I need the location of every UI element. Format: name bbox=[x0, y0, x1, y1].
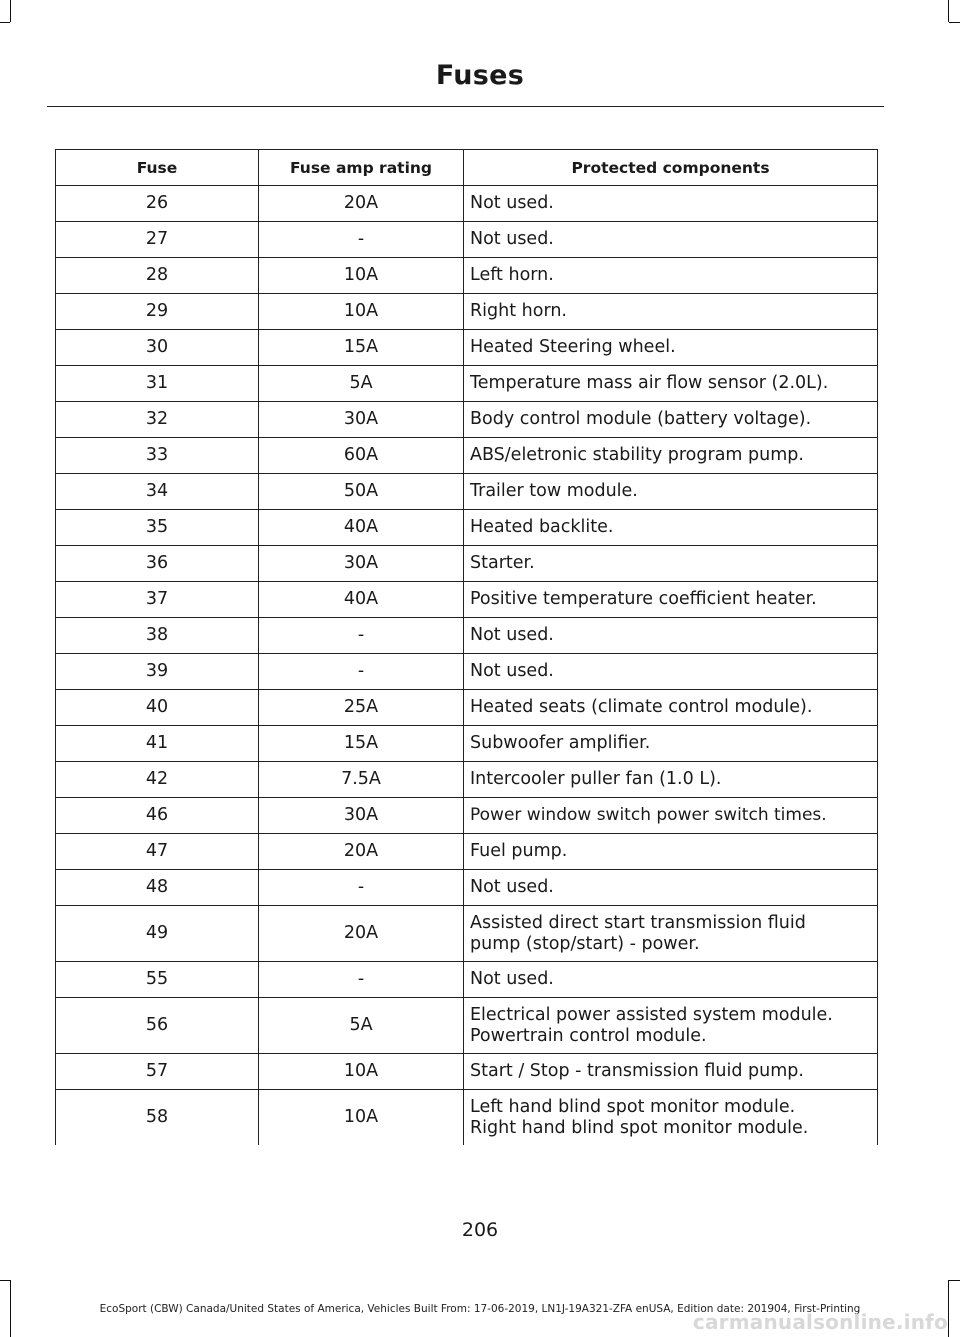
fuse-table bbox=[55, 149, 878, 1145]
header-protected-components: Protected components bbox=[464, 150, 878, 186]
table-row bbox=[56, 834, 878, 870]
component-line: Body control module (battery voltage). bbox=[470, 409, 812, 429]
fuse-number: 56 bbox=[56, 998, 259, 1054]
component-line: Not used. bbox=[470, 969, 554, 989]
table-row bbox=[56, 186, 878, 222]
fuse-number: 57 bbox=[56, 1054, 259, 1090]
crop-mark-top-left-h bbox=[0, 22, 10, 23]
protected-component bbox=[464, 258, 878, 294]
component-line: Right horn. bbox=[470, 301, 567, 321]
watermark: carmanualsonline.info bbox=[692, 1310, 948, 1334]
protected-component bbox=[464, 1054, 878, 1090]
fuse-number: 33 bbox=[56, 438, 259, 474]
amp-rating: 10A bbox=[259, 1090, 464, 1146]
table-row bbox=[56, 546, 878, 582]
component-line: Not used. bbox=[470, 193, 554, 213]
component-line: Temperature mass air flow sensor (2.0L). bbox=[470, 373, 829, 393]
component-line: Not used. bbox=[470, 229, 554, 249]
amp-rating: - bbox=[259, 962, 464, 998]
component-line: Heated Steering wheel. bbox=[470, 337, 676, 357]
table-row bbox=[56, 906, 878, 962]
table-row bbox=[56, 1090, 878, 1146]
table-row bbox=[56, 330, 878, 366]
protected-component bbox=[464, 402, 878, 438]
fuse-number: 55 bbox=[56, 962, 259, 998]
protected-component bbox=[464, 834, 878, 870]
fuse-number: 37 bbox=[56, 582, 259, 618]
component-line: Trailer tow module. bbox=[470, 481, 638, 501]
amp-rating: - bbox=[259, 870, 464, 906]
protected-component bbox=[464, 798, 878, 834]
protected-component bbox=[464, 474, 878, 510]
component-line: Start / Stop - transmission fluid pump. bbox=[470, 1061, 804, 1081]
amp-rating: 10A bbox=[259, 258, 464, 294]
protected-component bbox=[464, 438, 878, 474]
component-line: ABS/eletronic stability program pump. bbox=[470, 445, 804, 465]
table-row bbox=[56, 474, 878, 510]
amp-rating: 10A bbox=[259, 1054, 464, 1090]
crop-mark-top-right-h bbox=[949, 22, 960, 23]
protected-component bbox=[464, 762, 878, 798]
component-line: Fuel pump. bbox=[470, 841, 568, 861]
amp-rating: 20A bbox=[259, 834, 464, 870]
component-line: Not used. bbox=[470, 661, 554, 681]
protected-component bbox=[464, 222, 878, 258]
component-line: Subwoofer amplifier. bbox=[470, 733, 651, 753]
amp-rating: 15A bbox=[259, 330, 464, 366]
page-title: Fuses bbox=[435, 60, 525, 91]
protected-component bbox=[464, 962, 878, 998]
table-row bbox=[56, 690, 878, 726]
amp-rating: 30A bbox=[259, 798, 464, 834]
component-line: Left hand blind spot monitor module. bbox=[470, 1096, 796, 1117]
table-row bbox=[56, 510, 878, 546]
protected-component bbox=[464, 870, 878, 906]
component-line: Assisted direct start transmission fluid bbox=[470, 912, 806, 933]
amp-rating: 50A bbox=[259, 474, 464, 510]
protected-component bbox=[464, 294, 878, 330]
protected-component bbox=[464, 546, 878, 582]
fuse-number: 47 bbox=[56, 834, 259, 870]
header-fuse-amp-rating: Fuse amp rating bbox=[259, 150, 464, 186]
component-line: Heated backlite. bbox=[470, 517, 614, 537]
component-line: Not used. bbox=[470, 877, 554, 897]
amp-rating: - bbox=[259, 618, 464, 654]
amp-rating: - bbox=[259, 222, 464, 258]
protected-component bbox=[464, 510, 878, 546]
protected-component bbox=[464, 618, 878, 654]
component-line: Left horn. bbox=[470, 265, 554, 285]
protected-component bbox=[464, 366, 878, 402]
protected-component bbox=[464, 690, 878, 726]
amp-rating: 10A bbox=[259, 294, 464, 330]
fuse-number: 34 bbox=[56, 474, 259, 510]
table-row bbox=[56, 870, 878, 906]
table-row bbox=[56, 618, 878, 654]
table-row bbox=[56, 726, 878, 762]
fuse-number: 39 bbox=[56, 654, 259, 690]
crop-mark-bottom-right-h bbox=[949, 1280, 960, 1281]
amp-rating: 40A bbox=[259, 582, 464, 618]
table-row bbox=[56, 294, 878, 330]
table-row bbox=[56, 222, 878, 258]
protected-component bbox=[464, 186, 878, 222]
protected-component bbox=[464, 998, 878, 1054]
component-line: Powertrain control module. bbox=[470, 1025, 707, 1046]
table-row bbox=[56, 582, 878, 618]
amp-rating: - bbox=[259, 654, 464, 690]
fuse-number: 46 bbox=[56, 798, 259, 834]
protected-component bbox=[464, 726, 878, 762]
table-row bbox=[56, 438, 878, 474]
amp-rating: 7.5A bbox=[259, 762, 464, 798]
fuse-number: 41 bbox=[56, 726, 259, 762]
component-line: Positive temperature coefficient heater. bbox=[470, 589, 817, 609]
table-row bbox=[56, 998, 878, 1054]
fuse-number: 36 bbox=[56, 546, 259, 582]
fuse-number: 40 bbox=[56, 690, 259, 726]
crop-mark-top-right-v bbox=[948, 0, 949, 22]
footer-edition-info: EcoSport (CBW) Canada/United States of America, Vehicles Built From: 17-06-2019, LN1J-19A321-ZFA enUSA, Edition date: 201904, First-Printing bbox=[99, 1303, 861, 1315]
protected-component bbox=[464, 582, 878, 618]
amp-rating: 25A bbox=[259, 690, 464, 726]
table-row bbox=[56, 762, 878, 798]
component-line: Power window switch power switch times. bbox=[470, 805, 827, 825]
fuse-number: 27 bbox=[56, 222, 259, 258]
protected-component bbox=[464, 1090, 878, 1146]
table-row bbox=[56, 1054, 878, 1090]
fuse-number: 49 bbox=[56, 906, 259, 962]
amp-rating: 40A bbox=[259, 510, 464, 546]
amp-rating: 5A bbox=[259, 998, 464, 1054]
component-line: Intercooler puller fan (1.0 L). bbox=[470, 769, 722, 789]
fuse-number: 32 bbox=[56, 402, 259, 438]
table-row bbox=[56, 258, 878, 294]
table-row bbox=[56, 366, 878, 402]
table-header-row bbox=[56, 150, 878, 186]
component-line: Not used. bbox=[470, 625, 554, 645]
protected-component bbox=[464, 906, 878, 962]
component-line: pump (stop/start) - power. bbox=[470, 933, 700, 954]
fuse-number: 29 bbox=[56, 294, 259, 330]
fuse-number: 26 bbox=[56, 186, 259, 222]
amp-rating: 30A bbox=[259, 402, 464, 438]
page-number: 206 bbox=[461, 1219, 499, 1241]
amp-rating: 30A bbox=[259, 546, 464, 582]
fuse-number: 28 bbox=[56, 258, 259, 294]
amp-rating: 5A bbox=[259, 366, 464, 402]
title-rule bbox=[47, 106, 884, 107]
table-row bbox=[56, 962, 878, 998]
fuse-number: 30 bbox=[56, 330, 259, 366]
fuse-number: 42 bbox=[56, 762, 259, 798]
table-row bbox=[56, 402, 878, 438]
component-line: Starter. bbox=[470, 553, 535, 573]
crop-mark-top-left-v bbox=[10, 0, 11, 22]
table-row bbox=[56, 798, 878, 834]
fuse-number: 35 bbox=[56, 510, 259, 546]
fuse-number: 48 bbox=[56, 870, 259, 906]
amp-rating: 20A bbox=[259, 186, 464, 222]
component-line: Electrical power assisted system module. bbox=[470, 1004, 833, 1025]
fuse-number: 38 bbox=[56, 618, 259, 654]
crop-mark-bottom-left-h bbox=[0, 1280, 10, 1281]
amp-rating: 60A bbox=[259, 438, 464, 474]
header-fuse: Fuse bbox=[56, 150, 259, 186]
fuse-number: 31 bbox=[56, 366, 259, 402]
amp-rating: 15A bbox=[259, 726, 464, 762]
table-row bbox=[56, 654, 878, 690]
protected-component bbox=[464, 330, 878, 366]
component-line: Right hand blind spot monitor module. bbox=[470, 1117, 809, 1138]
component-line: Heated seats (climate control module). bbox=[470, 697, 813, 717]
protected-component bbox=[464, 654, 878, 690]
fuse-number: 58 bbox=[56, 1090, 259, 1146]
amp-rating: 20A bbox=[259, 906, 464, 962]
